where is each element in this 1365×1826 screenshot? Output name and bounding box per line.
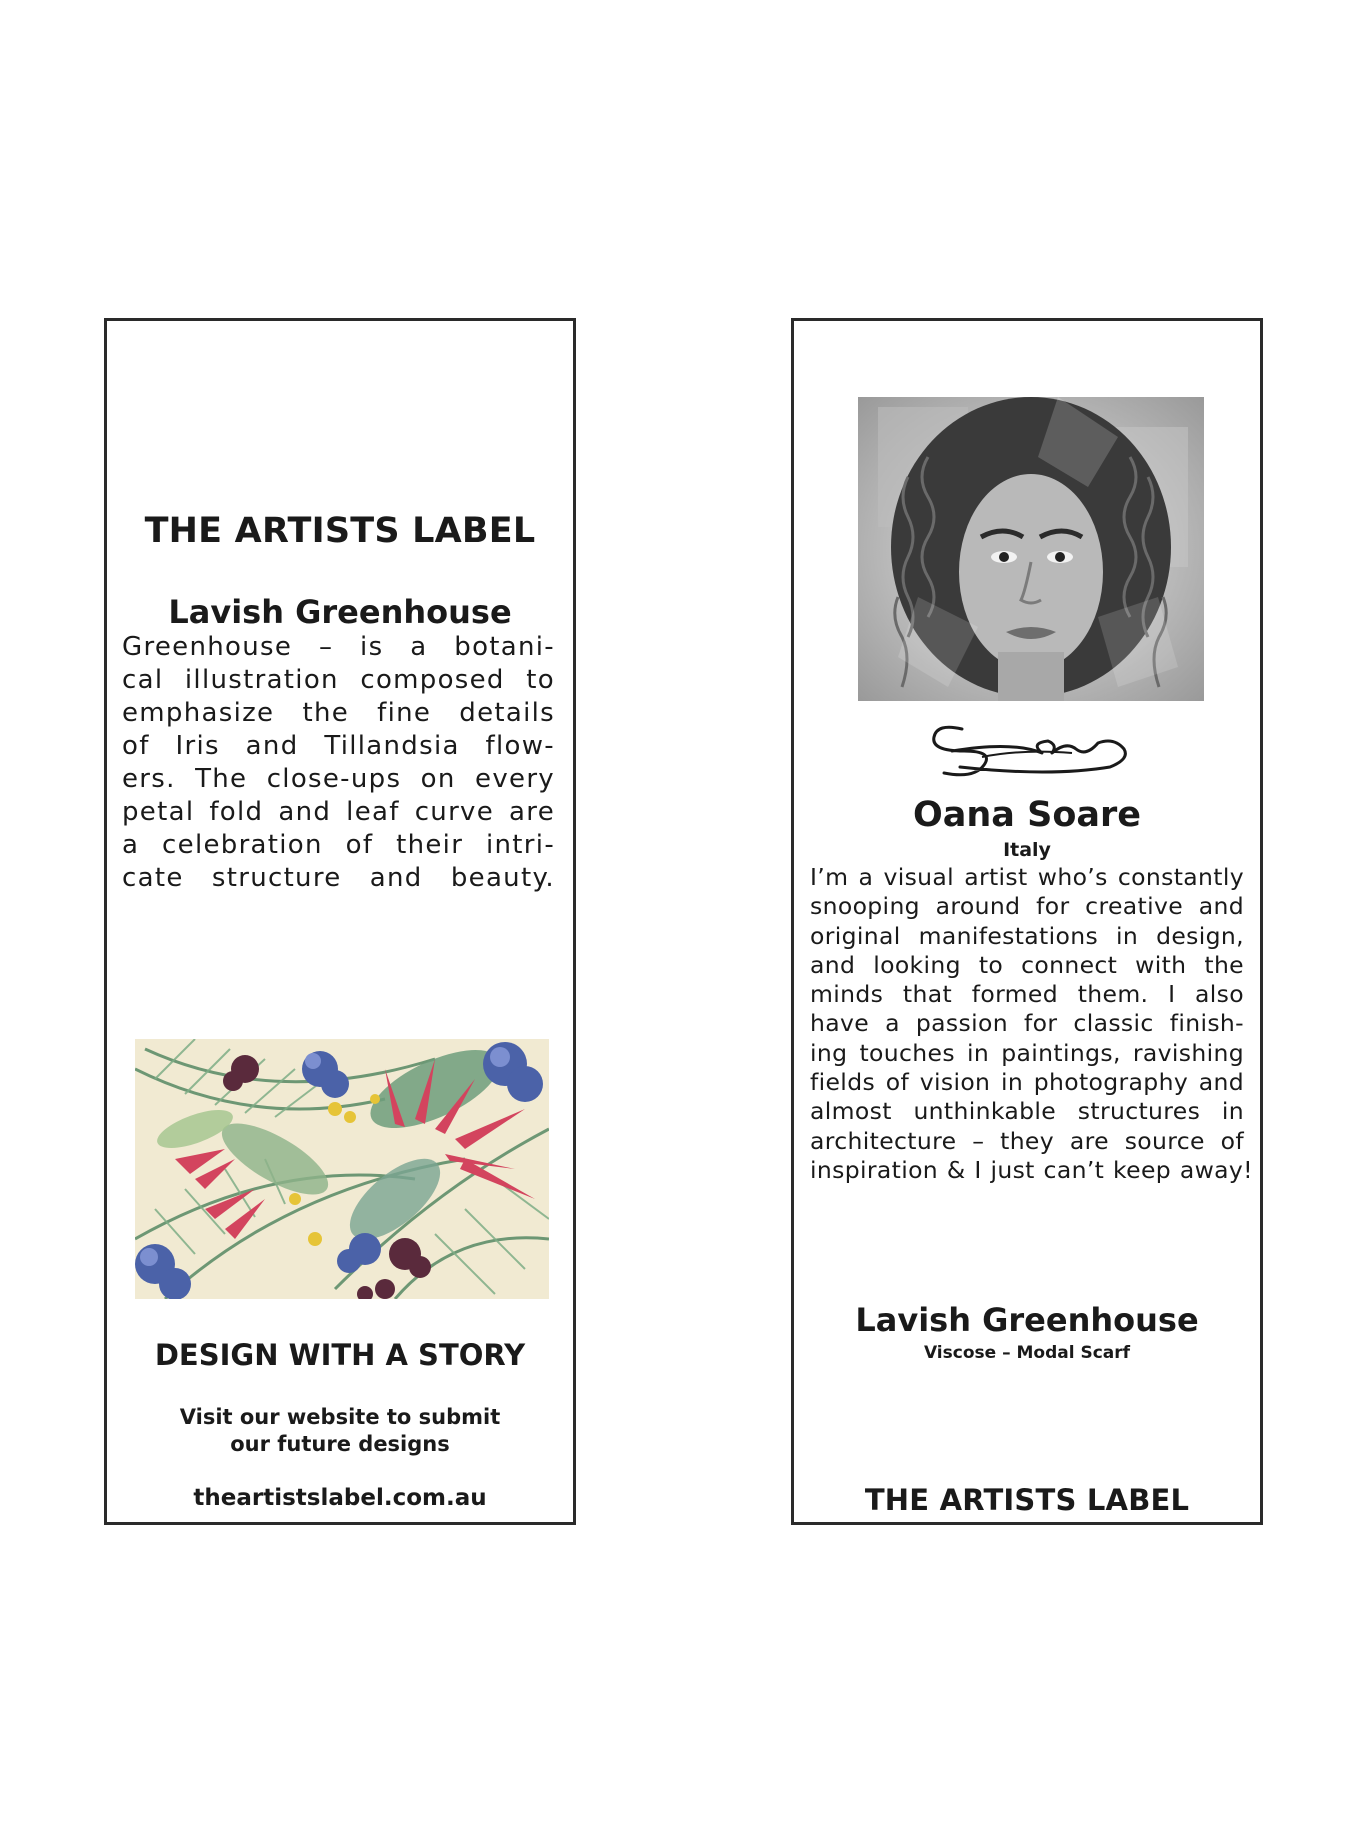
description-line: a celebration of their intri-: [122, 830, 555, 860]
artist-portrait-svg: [858, 397, 1204, 701]
artist-country: Italy: [1003, 839, 1051, 861]
left-label-card: [104, 318, 576, 1525]
brand-footer: THE ARTISTS LABEL: [864, 1483, 1190, 1517]
tagline: DESIGN WITH A STORY: [154, 1338, 526, 1372]
description-line: cal illustration composed to: [122, 665, 555, 695]
description-line: Greenhouse – is a botani-: [122, 632, 555, 662]
bio-line: inspiration & I just can’t keep away!: [810, 1155, 1253, 1184]
design-description: [122, 631, 555, 895]
botanical-illustration: [135, 1039, 549, 1299]
artist-signature: [922, 711, 1142, 791]
design-name: Lavish Greenhouse: [168, 593, 512, 631]
right-label-card: [791, 318, 1263, 1525]
brand-title: THE ARTISTS LABEL: [144, 511, 536, 551]
artist-portrait: [858, 397, 1204, 701]
description-line: cate structure and beauty.: [122, 863, 555, 893]
bio-line: original manifestations in design,: [810, 921, 1244, 950]
bio-line: minds that formed them. I also: [810, 980, 1244, 1009]
cta-line-1: Visit our website to submit: [179, 1405, 501, 1429]
product-name: Lavish Greenhouse: [855, 1301, 1199, 1339]
artist-bio: [810, 863, 1253, 1185]
description-line: petal fold and leaf curve are: [122, 797, 555, 827]
bio-line: and looking to connect with the: [810, 950, 1244, 979]
description-line: emphasize the fine details: [122, 698, 555, 728]
bio-line: ing touches in paintings, ravishing: [810, 1038, 1244, 1067]
bio-line: architecture – they are source of: [810, 1126, 1244, 1155]
description-line: of Iris and Tillandsia flow-: [122, 731, 555, 761]
artist-name: Oana Soare: [913, 795, 1141, 835]
bio-line: fields of vision in photography and: [810, 1068, 1244, 1097]
bio-line: have a passion for classic finish-: [810, 1009, 1244, 1038]
product-material: Viscose – Modal Scarf: [923, 1343, 1131, 1363]
description-line: ers. The close-ups on every: [122, 764, 555, 794]
website-link[interactable]: theartistslabel.com.au: [193, 1485, 487, 1511]
bio-line: I’m a visual artist who’s constantly: [810, 863, 1244, 891]
bio-line: snooping around for creative and: [810, 892, 1244, 921]
bio-line: almost unthinkable structures in: [810, 1097, 1244, 1126]
botanical-illustration-svg: [135, 1039, 549, 1299]
cta-line-2: our future designs: [230, 1432, 450, 1456]
